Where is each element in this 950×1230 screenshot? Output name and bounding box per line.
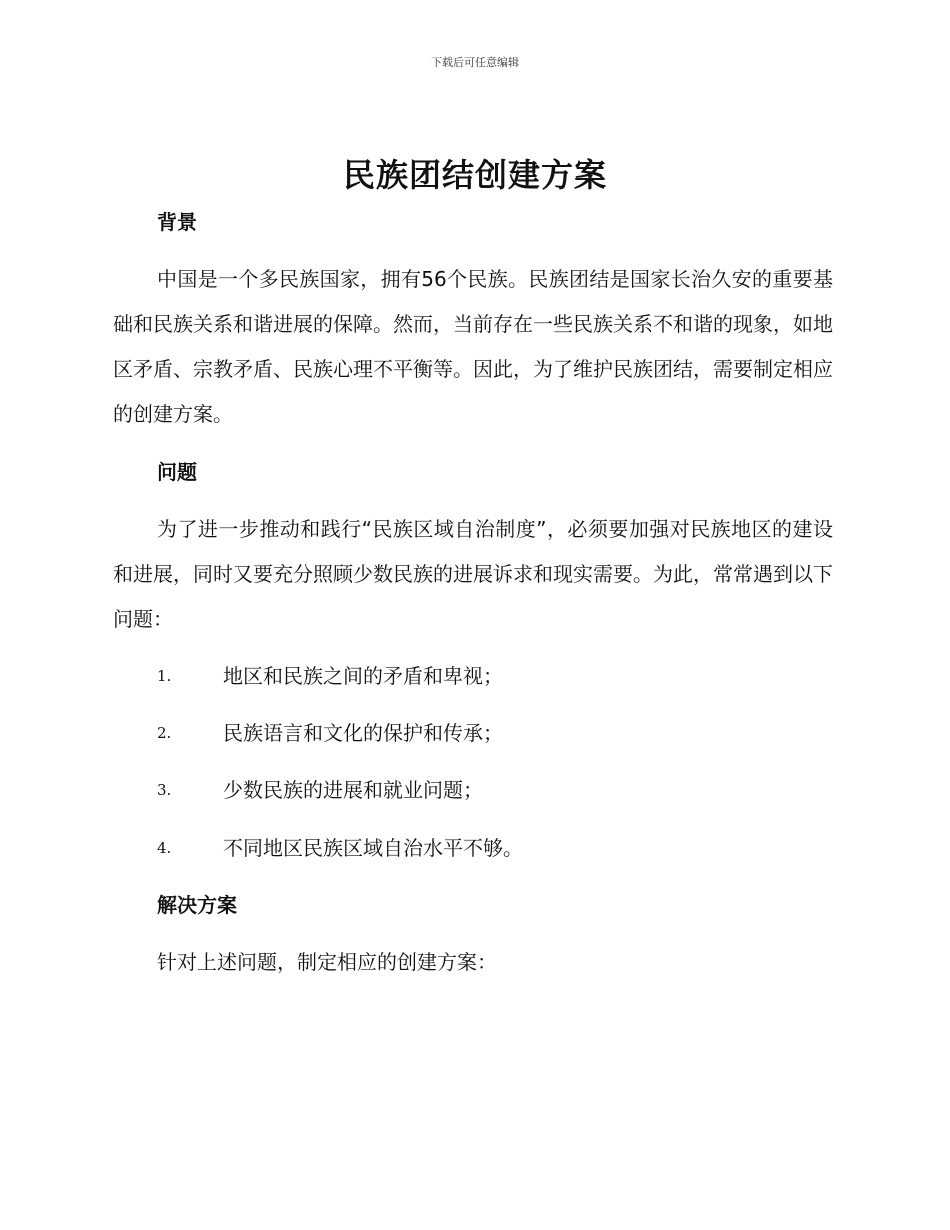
section-heading-problems: 问题 xyxy=(157,460,197,484)
paragraph-problems: 为了进一步推动和践行“民族区域自治制度”，必须要加强对民族地区的建设和进展，同时又要充分照顾少数民族的进展诉求和现实需要。为此，常常遇到以下问题： xyxy=(113,517,833,631)
section-heading-background: 背景 xyxy=(157,210,197,234)
paragraph-background: 中国是一个多民族国家，拥有56个民族。民族团结是国家长治久安的重要基础和民族关系和谐进展的保障。然而，当前存在一些民族关系不和谐的现象，如地区矛盾、宗教矛盾、民族心理不平衡等。因此，为了维护民族团结，需要制定相应的创建方案。 xyxy=(113,267,833,426)
list-item-text: 民族语言和文化的保护和传承； xyxy=(223,721,503,745)
page-header-note: 下载后可任意编辑 xyxy=(431,56,519,69)
list-item-number: 2. xyxy=(157,724,172,742)
paragraph-solution: 针对上述问题，制定相应的创建方案： xyxy=(157,950,497,974)
list-item-text: 地区和民族之间的矛盾和卑视； xyxy=(223,664,503,688)
document-title: 民族团结创建方案 xyxy=(342,156,607,194)
section-heading-solution: 解决方案 xyxy=(157,893,237,917)
list-item-text: 少数民族的进展和就业问题； xyxy=(223,778,483,802)
list-item-number: 1. xyxy=(157,667,172,685)
list-item-number: 3. xyxy=(157,781,172,799)
list-item-number: 4. xyxy=(157,839,172,857)
list-item-text: 不同地区民族区域自治水平不够。 xyxy=(223,836,523,860)
